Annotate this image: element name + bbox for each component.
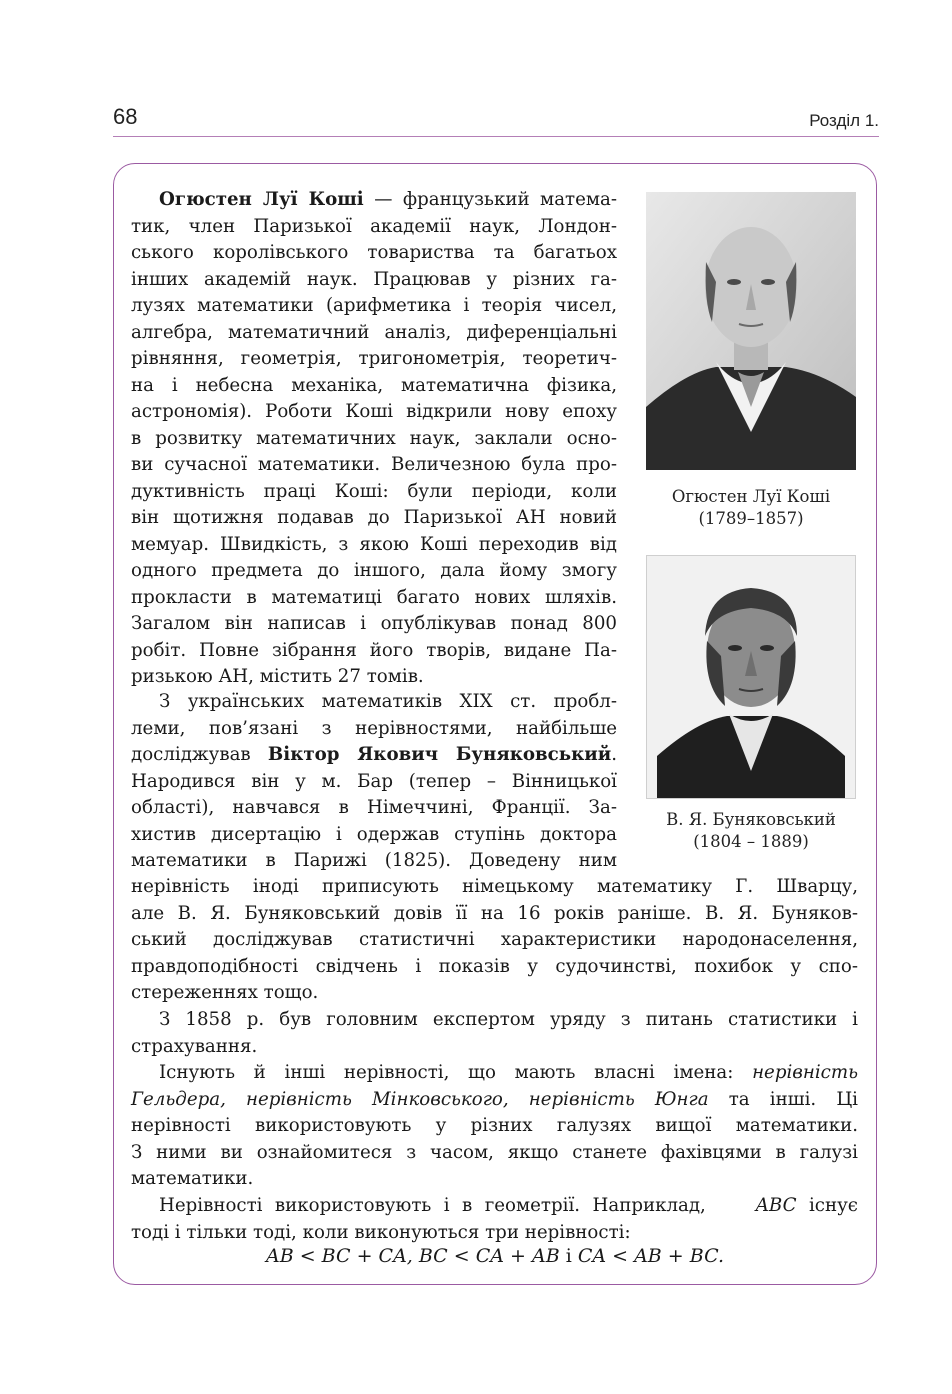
text-line: Загалом він написав і опублікував понад 800 (131, 613, 617, 634)
text-italic: нерівність (752, 1062, 858, 1083)
text-italic: Гельдера, нерівність Мінковського, нерівність Юнга (131, 1088, 709, 1110)
text-fragment: досліджував (131, 744, 268, 765)
text-line: математики. (131, 1168, 254, 1189)
bunyakovsky-caption (646, 809, 856, 853)
text-line: нерівності використовують у різних галузях вищої математики. (131, 1115, 858, 1136)
formula-conjunction: і (559, 1245, 578, 1267)
caption-name: Огюстен Луї Коші (671, 487, 831, 506)
text-line (131, 1193, 858, 1220)
text-line: страхування. (131, 1035, 258, 1057)
caption-years: (1789–1857) (698, 509, 804, 528)
text-line: З українських математиків XIX ст. пробл- (159, 691, 617, 712)
text-line: але В. Я. Буняковський довів її на 16 років раніше. В. Я. Буняков- (131, 902, 858, 924)
text-italic: ABC (755, 1195, 797, 1216)
text-line: області), навчався в Німеччині, Франції. За- (131, 797, 617, 818)
bunyakovsky-portrait (646, 555, 856, 799)
text-fragment: та інші. Ці (708, 1088, 859, 1110)
paragraph-other-inequalities (131, 1060, 858, 1193)
paragraph-geometry (131, 1193, 858, 1246)
text-line: ви сучасної математики. Величезною була про- (131, 454, 617, 475)
text-line: хистив дисертацію і одержав ступінь доктора (131, 823, 617, 845)
paragraph-bunyakovsky-cont (131, 874, 858, 1007)
text-line: одного предмета до іншого, дала йому змогу (131, 560, 617, 581)
text-line: в розвитку математичних наук, заклали осно- (131, 427, 617, 449)
text-line: тик, член Паризької академії наук, Лондон- (131, 215, 617, 237)
text-line (131, 742, 617, 769)
text-line: лузях математики (арифметика і теорія чисел, (131, 295, 617, 316)
text-line: алгебра, математичний аналіз, диференціальні (131, 321, 617, 343)
text-line: інших академій наук. Працював у різних га- (131, 268, 617, 290)
paragraph-bunyakovsky (131, 689, 617, 875)
text-line: нерівність іноді приписують німецькому математику Г. Шварцу, (131, 876, 858, 897)
text-line: Народився він у м. Бар (тепер – Вінницької (131, 770, 617, 792)
text-line: правдоподібності свідчень і показів у судочинстві, похибок у спо- (131, 955, 858, 977)
text-fragment: Існують й інші нерівності, що мають власні імена: (159, 1062, 753, 1083)
cauchy-caption (646, 486, 856, 530)
text-fragment: Нерівності використовують і в геометрії. Наприклад, (159, 1195, 706, 1216)
text-line: рівняння, геометрія, тригонометрія, теоретич- (131, 348, 617, 369)
text-line: математики в Парижі (1825). Доведену ним (131, 850, 617, 871)
formula-part: CA < AB + BC. (577, 1245, 724, 1267)
text-line (131, 1087, 858, 1114)
text-line: прокласти в математиці багато нових шляхів. (131, 586, 617, 608)
text-line: тоді і тільки тоді, коли виконуються три нерівності: (131, 1221, 631, 1243)
text-line (131, 187, 617, 214)
text-line: ський досліджував статистичні характеристики народонаселення, (131, 929, 858, 950)
paragraph-cauchy (131, 187, 617, 691)
bunyakovsky-name: Віктор Якович Буняковський (267, 744, 612, 765)
text-fragment: — французький матема- (363, 189, 618, 210)
caption-years: (1804 – 1889) (693, 832, 809, 851)
text-line: стереженнях тощо. (131, 982, 319, 1003)
section-label: Розділ 1. (809, 111, 879, 130)
formula-part: AB < BC + CA, BC < CA + AB (266, 1245, 560, 1267)
text-line: астрономія). Роботи Коші відкрили нову епоху (131, 401, 617, 422)
paragraph-statistics (131, 1007, 858, 1060)
text-fragment: . (611, 744, 617, 765)
text-line: ризькою АН, містить 27 томів. (131, 666, 424, 687)
text-line: ського королівського товариства та багатьох (131, 242, 617, 263)
text-line: він щотижня подавав до Паризької АН новий (131, 507, 617, 528)
header-rule (113, 136, 879, 137)
page-number: 68 (113, 104, 138, 129)
text-line (131, 1060, 858, 1087)
text-line: дуктивність праці Коші: були періоди, коли (131, 480, 617, 502)
text-line: леми, пов’язані з нерівностями, найбільше (131, 717, 617, 739)
triangle-inequality-formula (113, 1245, 877, 1267)
text-line: З 1858 р. був головним експертом уряду з питань статистики і (159, 1009, 858, 1030)
text-line: З ними ви ознайомитеся з часом, якщо станете фахівцями в галузі (131, 1141, 858, 1163)
text-line: мемуар. Швидкість, з якою Коші переходив від (131, 533, 617, 555)
caption-name: В. Я. Буняковський (666, 810, 836, 829)
text-line: робіт. Повне зібрання його творів, видане Па- (131, 639, 617, 661)
cauchy-name: Огюстен Луї Коші (159, 189, 364, 210)
cauchy-portrait (646, 192, 856, 470)
text-line: на і небесна механіка, математична фізика, (131, 374, 617, 396)
text-fragment: існує (808, 1195, 858, 1216)
